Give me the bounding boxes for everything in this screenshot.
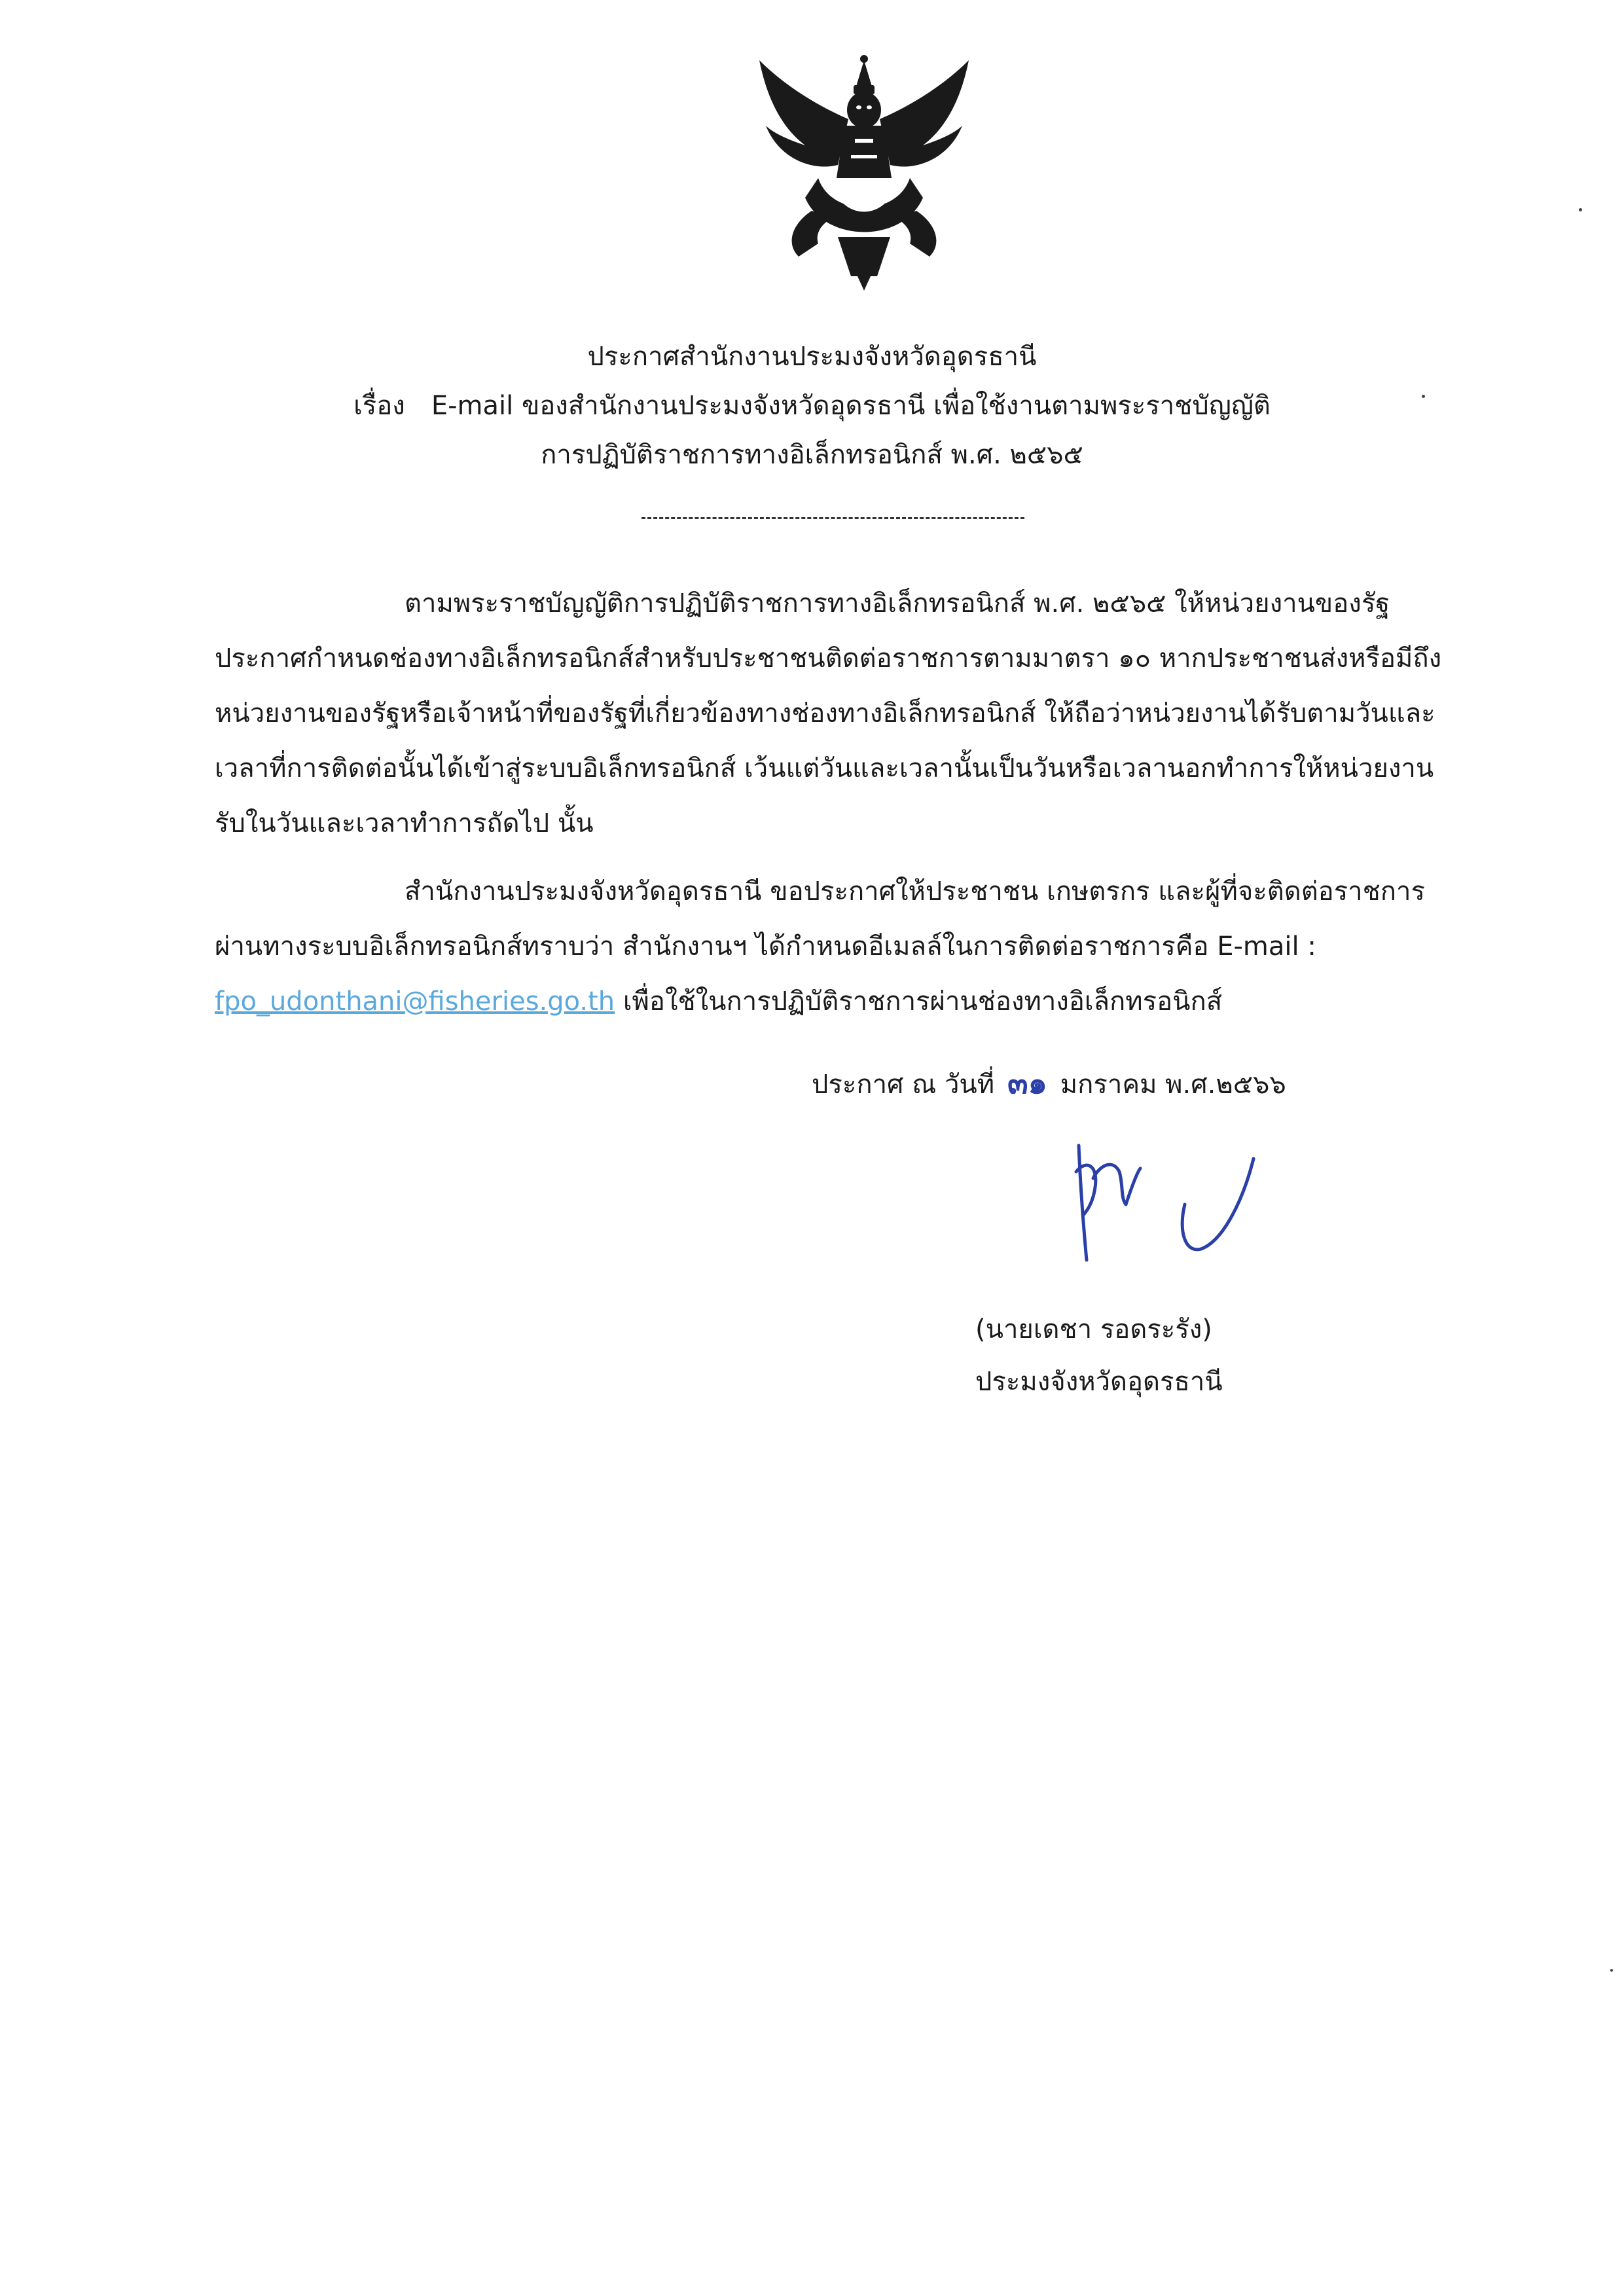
subject-text-line1: E-mail ของสำนักงานประมงจังหวัดอุดรธานี เพื่อใช้งานตามพระราชบัญญัติ [431, 391, 1271, 421]
scan-speck [1610, 1969, 1613, 1972]
announcement-title: ประกาศสำนักงานประมงจังหวัดอุดรธานี [587, 342, 1037, 372]
subject-line [0, 384, 1624, 426]
paragraph-line: ประกาศกำหนดช่องทางอิเล็กทรอนิกส์สำหรับประชาชนติดต่อราชการตามมาตรา ๑๐ หากประชาชนส่งหรือมีถึง [215, 643, 1442, 674]
subject-label: เรื่อง [353, 391, 405, 421]
subject-text-line2: การปฏิบัติราชการทางอิเล็กทรอนิกส์ พ.ศ. ๒๕๖๕ [541, 440, 1083, 470]
scan-speck [1579, 208, 1582, 211]
paragraph-line-end: เพื่อใช้ในการปฏิบัติราชการผ่านช่องทางอิเล็กทรอนิกส์ [623, 986, 1223, 1017]
signer-position: ประมงจังหวัดอุดรธานี [975, 1367, 1223, 1397]
scan-speck [1422, 395, 1425, 398]
email-link[interactable]: fpo_udonthani@fisheries.go.th [215, 986, 615, 1017]
email-line [215, 974, 1498, 1029]
paragraph-line: หน่วยงานของรัฐหรือเจ้าหน้าที่ของรัฐที่เกี่ยวข้องทางช่องทางอิเล็กทรอนิกส์ ให้ถือว่าหน่วยงานได้รับตามวันและ [215, 698, 1435, 729]
body-paragraph-2 [215, 864, 1498, 1029]
paragraph-line: เวลาที่การติดต่อนั้นได้เข้าสู่ระบบอิเล็กทรอนิกส์ เว้นแต่วันและเวลานั้นเป็นวันหรือเวลานอกทำการให้หน่วยงาน [215, 753, 1434, 784]
paragraph-line: ตามพระราชบัญญัติการปฏิบัติราชการทางอิเล็กทรอนิกส์ พ.ศ. ๒๕๖๕ ให้หน่วยงานของรัฐ [405, 588, 1390, 619]
signer-name: (นายเดชา รอดระรัง) [975, 1314, 1212, 1345]
date-month-year: มกราคม พ.ศ.๒๕๖๖ [1060, 1070, 1286, 1100]
handwritten-signature-icon [1060, 1132, 1257, 1270]
announcement-date [812, 1059, 1286, 1107]
date-prefix: ประกาศ ณ วันที่ [812, 1070, 995, 1100]
garuda-emblem-icon [740, 47, 988, 296]
paragraph-line: ผ่านทางระบบอิเล็กทรอนิกส์ทราบว่า สำนักงานฯ ได้กำหนดอีเมลล์ในการติดต่อราชการคือ E-mail : [215, 931, 1316, 962]
header-divider [641, 517, 1024, 519]
body-paragraph-1 [215, 576, 1498, 851]
date-day-handwritten: ๓๑ [1007, 1065, 1047, 1100]
paragraph-line: รับในวันและเวลาทำการถัดไป นั้น [215, 808, 594, 839]
paragraph-line: สำนักงานประมงจังหวัดอุดรธานี ขอประกาศให้ประชาชน เกษตรกร และผู้ที่จะติดต่อราชการ [405, 876, 1425, 907]
